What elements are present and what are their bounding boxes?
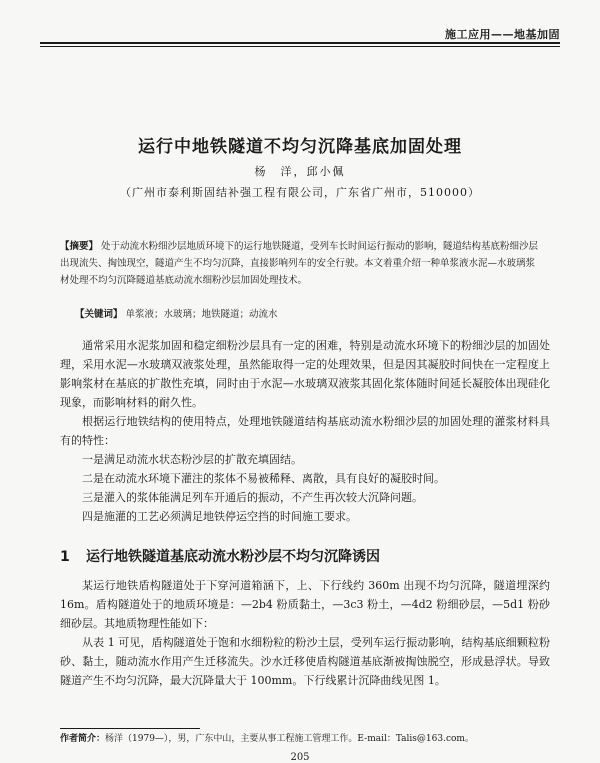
header-rule-thin xyxy=(40,46,560,47)
abstract-label: 【摘要】 xyxy=(60,241,99,252)
running-header xyxy=(40,26,560,46)
intro-paragraph-1: 通常采用水泥浆加固和稳定细粉沙层具有一定的困难，特别是动流水环境下的粉细沙层的加固处理，采用水泥—水玻璃双液浆处理，虽然能取得一定的处理效果，但是因其凝胶时间快在一定程度上影响浆材在基底的扩散性充填，同时由于水泥—水玻璃双液浆其固化浆体随时间延长凝胶体出现硅化现象，而影响材料的耐久性。 xyxy=(60,339,550,409)
keywords-text: 单浆液；水玻璃；地铁隧道；动流水 xyxy=(125,309,278,320)
header-rule-thick xyxy=(40,42,560,44)
author-footnote xyxy=(60,731,560,744)
section-1-body xyxy=(60,576,550,690)
footnote-label: 作者简介： xyxy=(60,734,106,744)
keywords-label: 【关键词】 xyxy=(75,309,123,320)
requirement-item-4: 四是施灌的工艺必须满足地铁停运空挡的时间施工要求。 xyxy=(82,510,357,523)
article-authors: 杨 洋，邱小佩 xyxy=(254,165,346,178)
requirement-item-2: 二是在动流水环境下灌注的浆体不易被稀释、离散，具有良好的凝胶时间。 xyxy=(82,472,445,485)
section-1-number: 1 xyxy=(60,549,70,565)
section-1-heading xyxy=(60,546,550,566)
article-affiliation: （广州市泰利斯固结补强工程有限公司，广东省广州市，510000） xyxy=(120,186,480,199)
page-number: 205 xyxy=(290,752,310,763)
intro-body xyxy=(60,336,550,526)
abstract-block xyxy=(60,238,544,289)
header-section-label: 施工应用——地基加固 xyxy=(445,28,560,41)
section-1-paragraph-1: 某运行地铁盾构隧道处于下穿河道箱涵下，上、下行线约 360m 出现不均匀沉降，隧道埋深约 16m。盾构隧道处于的地质环境是：—2b4 粉质黏土，—3c3 粉土，—4d2 粉细砂层，—5d1 粉砂细砂层。其地质物理性能如下： xyxy=(60,579,550,630)
intro-paragraph-2: 根据运行地铁结构的使用特点，处理地铁隧道结构基底动流水粉细沙层的加固处理的灌浆材料具有的特性： xyxy=(60,415,550,447)
article-title: 运行中地铁隧道不均匀沉降基底加固处理 xyxy=(138,137,462,157)
requirement-item-1: 一是满足动流水状态粉沙层的扩散充填固结。 xyxy=(82,453,302,466)
footnote-rule xyxy=(60,728,200,729)
section-1-paragraph-2: 从表 1 可见，盾构隧道处于饱和水细粉粒的粉沙土层，受列车运行振动影响，结构基底细颗粒粉砂、黏土，随动流水作用产生迁移流失。沙水迁移使盾构隧道基底渐被掏蚀脱空，形成悬浮状。导致隧道产生不均匀沉降，最大沉降量大于 100mm。下行线累计沉降曲线见图 1。 xyxy=(60,636,550,687)
abstract-text: 处于动流水粉细沙层地质环境下的运行地铁隧道，受列车长时间运行振动的影响，隧道结构基底粉细沙层出现流失、掏蚀现空，隧道产生不均匀沉降，直接影响列车的安全行驶。本文着重介绍一种单浆液水泥—水玻璃浆材处理不均匀沉降隧道基底动流水细粉沙层加固处理技术。 xyxy=(60,241,539,286)
section-1-title: 运行地铁隧道基底动流水粉沙层不均匀沉降诱因 xyxy=(86,549,380,565)
keywords-block xyxy=(75,306,535,320)
footnote-text: 杨洋（1979—），男，广东中山，主要从事工程施工管理工作。E-mail：Talis@163.com。 xyxy=(105,734,474,744)
requirement-item-3: 三是灌入的浆体能满足列车开通后的振动，不产生再次较大沉降问题。 xyxy=(82,491,423,504)
